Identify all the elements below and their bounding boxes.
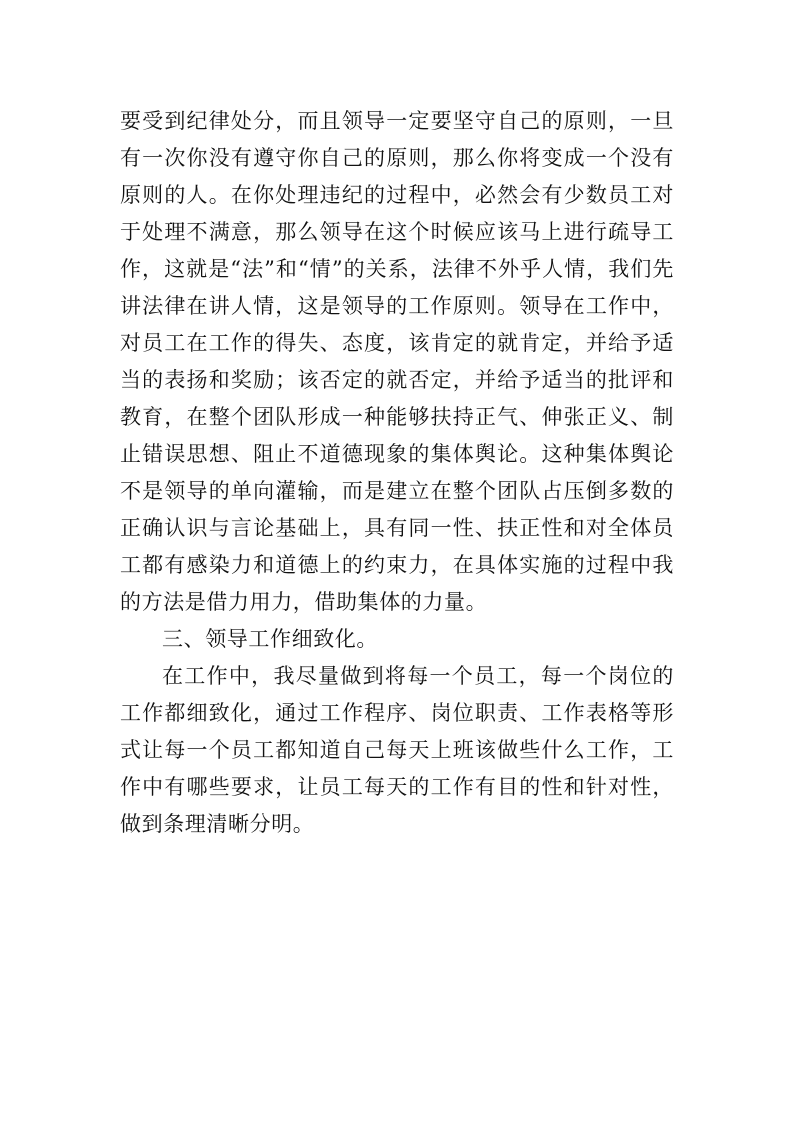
document-body [120,103,674,843]
body-paragraph: 在工作中，我尽量做到将每一个员工，每一个岗位的工作都细致化，通过工作程序、岗位职责、工作表格等形式让每一个员工都知道自己每天上班该做些什么工作，工作中有哪些要求，让员工每天的工作有目的性和针对性，做到条理清晰分明。 [120,664,674,836]
section-heading: 三、领导工作细致化。 [162,627,378,651]
body-paragraph-continued: 要受到纪律处分，而且领导一定要坚守自己的原则，一旦有一次你没有遵守你自己的原则，那么你将变成一个没有原则的人。在你处理违纪的过程中，必然会有少数员工对于处理不满意，那么领导在这个时候应该马上进行疏导工作，这就是“法”和“情”的关系，法律不外乎人情，我们先讲法律在讲人情，这是领导的工作原则。领导在工作中，对员工在工作的得失、态度，该肯定的就肯定，并给予适当的表扬和奖励；该否定的就否定，并给予适当的批评和教育，在整个团队形成一种能够扶持正气、伸张正义、制止错误思想、阻止不道德现象的集体舆论。这种集体舆论不是领导的单向灌输，而是建立在整个团队占压倒多数的正确认识与言论基础上，具有同一性、扶正性和对全体员工都有感染力和道德上的约束力，在具体实施的过程中我的方法是借力用力，借助集体的力量。 [120,109,674,614]
